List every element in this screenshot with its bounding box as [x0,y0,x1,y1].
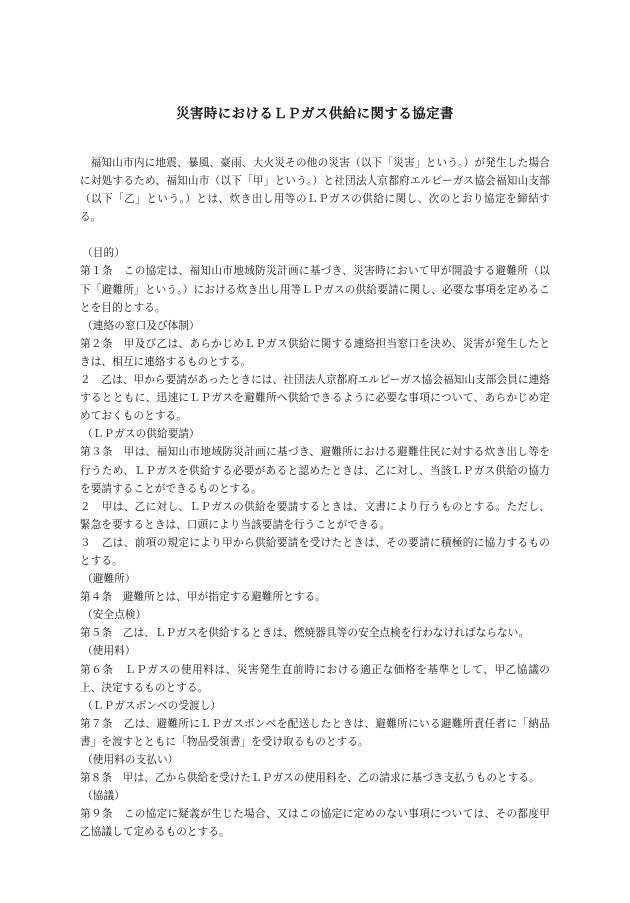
article-5: 第５条 乙は、ＬＰガスを供給するときは、燃焼器具等の安全点検を行わなければならない。 [80,627,530,640]
article-8: 第８条 甲は、乙から供給を受けたＬＰガスの使用料を、乙の請求に基づき支払うものとする。 [80,772,540,785]
preamble: 福知山市内に地震、暴風、豪雨、大火災その他の災害（以下「災害」という。）が発生した場合に対処するため、福知山市（以下「甲」という。）と社団法人京都府エルピーガス協会福知山支部（以下「乙」という。）とは、炊き出し用等のＬＰガスの供給に関し、次のとおり協定を締結する。 [80,157,550,224]
article-9: 第９条 この協定に疑義が生じた場合、又はこの協定に定めのない事項については、その都度甲乙協議して定めるものとする。 [80,808,550,839]
article-2: 第２条 甲及び乙は、あらかじめＬＰガス供給に関する連絡担当窓口を決め、災害が発生したときは、相互に連絡するものとする。 [80,337,550,368]
heading-safety: （安全点検） [82,609,147,622]
article-3-clause-2: ２ 甲は、乙に対し、ＬＰガスの供給を要請するときは、文書により行うものとする。ただし、緊急を要するときは、口頭により当該要請を行うことができる。 [80,500,550,531]
heading-consultation: （協議） [82,790,125,803]
heading-shelter: （避難所） [82,573,136,586]
heading-fee: （使用料） [82,645,136,658]
heading-supply-request: （ＬＰガスの供給要請） [82,428,200,441]
article-6: 第６条 ＬＰガスの使用料は、災害発生直前時における適正な価格を基準として、甲乙協議の上、決定するものとする。 [80,663,550,694]
heading-purpose: （目的） [82,247,125,260]
article-3-clause-3: ３ 乙は、前項の規定により甲から供給要請を受けたときは、その要請に積極的に協力するものとする。 [80,536,550,567]
article-4: 第４条 避難所とは、甲が指定する避難所とする。 [80,591,326,604]
heading-payment: （使用料の支払い） [82,754,179,766]
article-1: 第１条 この協定は、福知山市地域防災計画に基づき、災害時において甲が開設する避難所（以下「避難所」という。）における炊き出し用等ＬＰガスの供給要請に関し、必要な事項を定めることを目的とする。 [80,265,550,314]
document-title: 災害時におけるＬＰガス供給に関する協定書 [176,107,454,122]
article-2-clause-2: ２ 乙は、甲から要請があったときには、社団法人京都府エルピーガス協会福知山支部会員に連絡するとともに、迅速にＬＰガスを避難所へ供給できるように必要な事項について、あらかじめ定めておくものとする。 [80,374,550,423]
heading-contact: （連絡の窓口及び体制） [82,319,200,332]
article-3: 第３条 甲は、福知山市地域防災計画に基づき、避難所における避難住民に対する炊き出し等を行うため、ＬＰガスを供給する必要があると認めたときは、乙に対し、当該ＬＰガス供給の協力を要請することができるものとする。 [80,446,550,495]
heading-cylinder-delivery: （ＬＰガスボンベの受渡し） [82,699,222,712]
article-7: 第７条 乙は、避難所にＬＰガスボンベを配送したときは、避難所にいる避難所責任者に「納品書」を渡すとともに「物品受領書」を受け取るものとする。 [80,717,550,748]
document-body [80,154,550,841]
